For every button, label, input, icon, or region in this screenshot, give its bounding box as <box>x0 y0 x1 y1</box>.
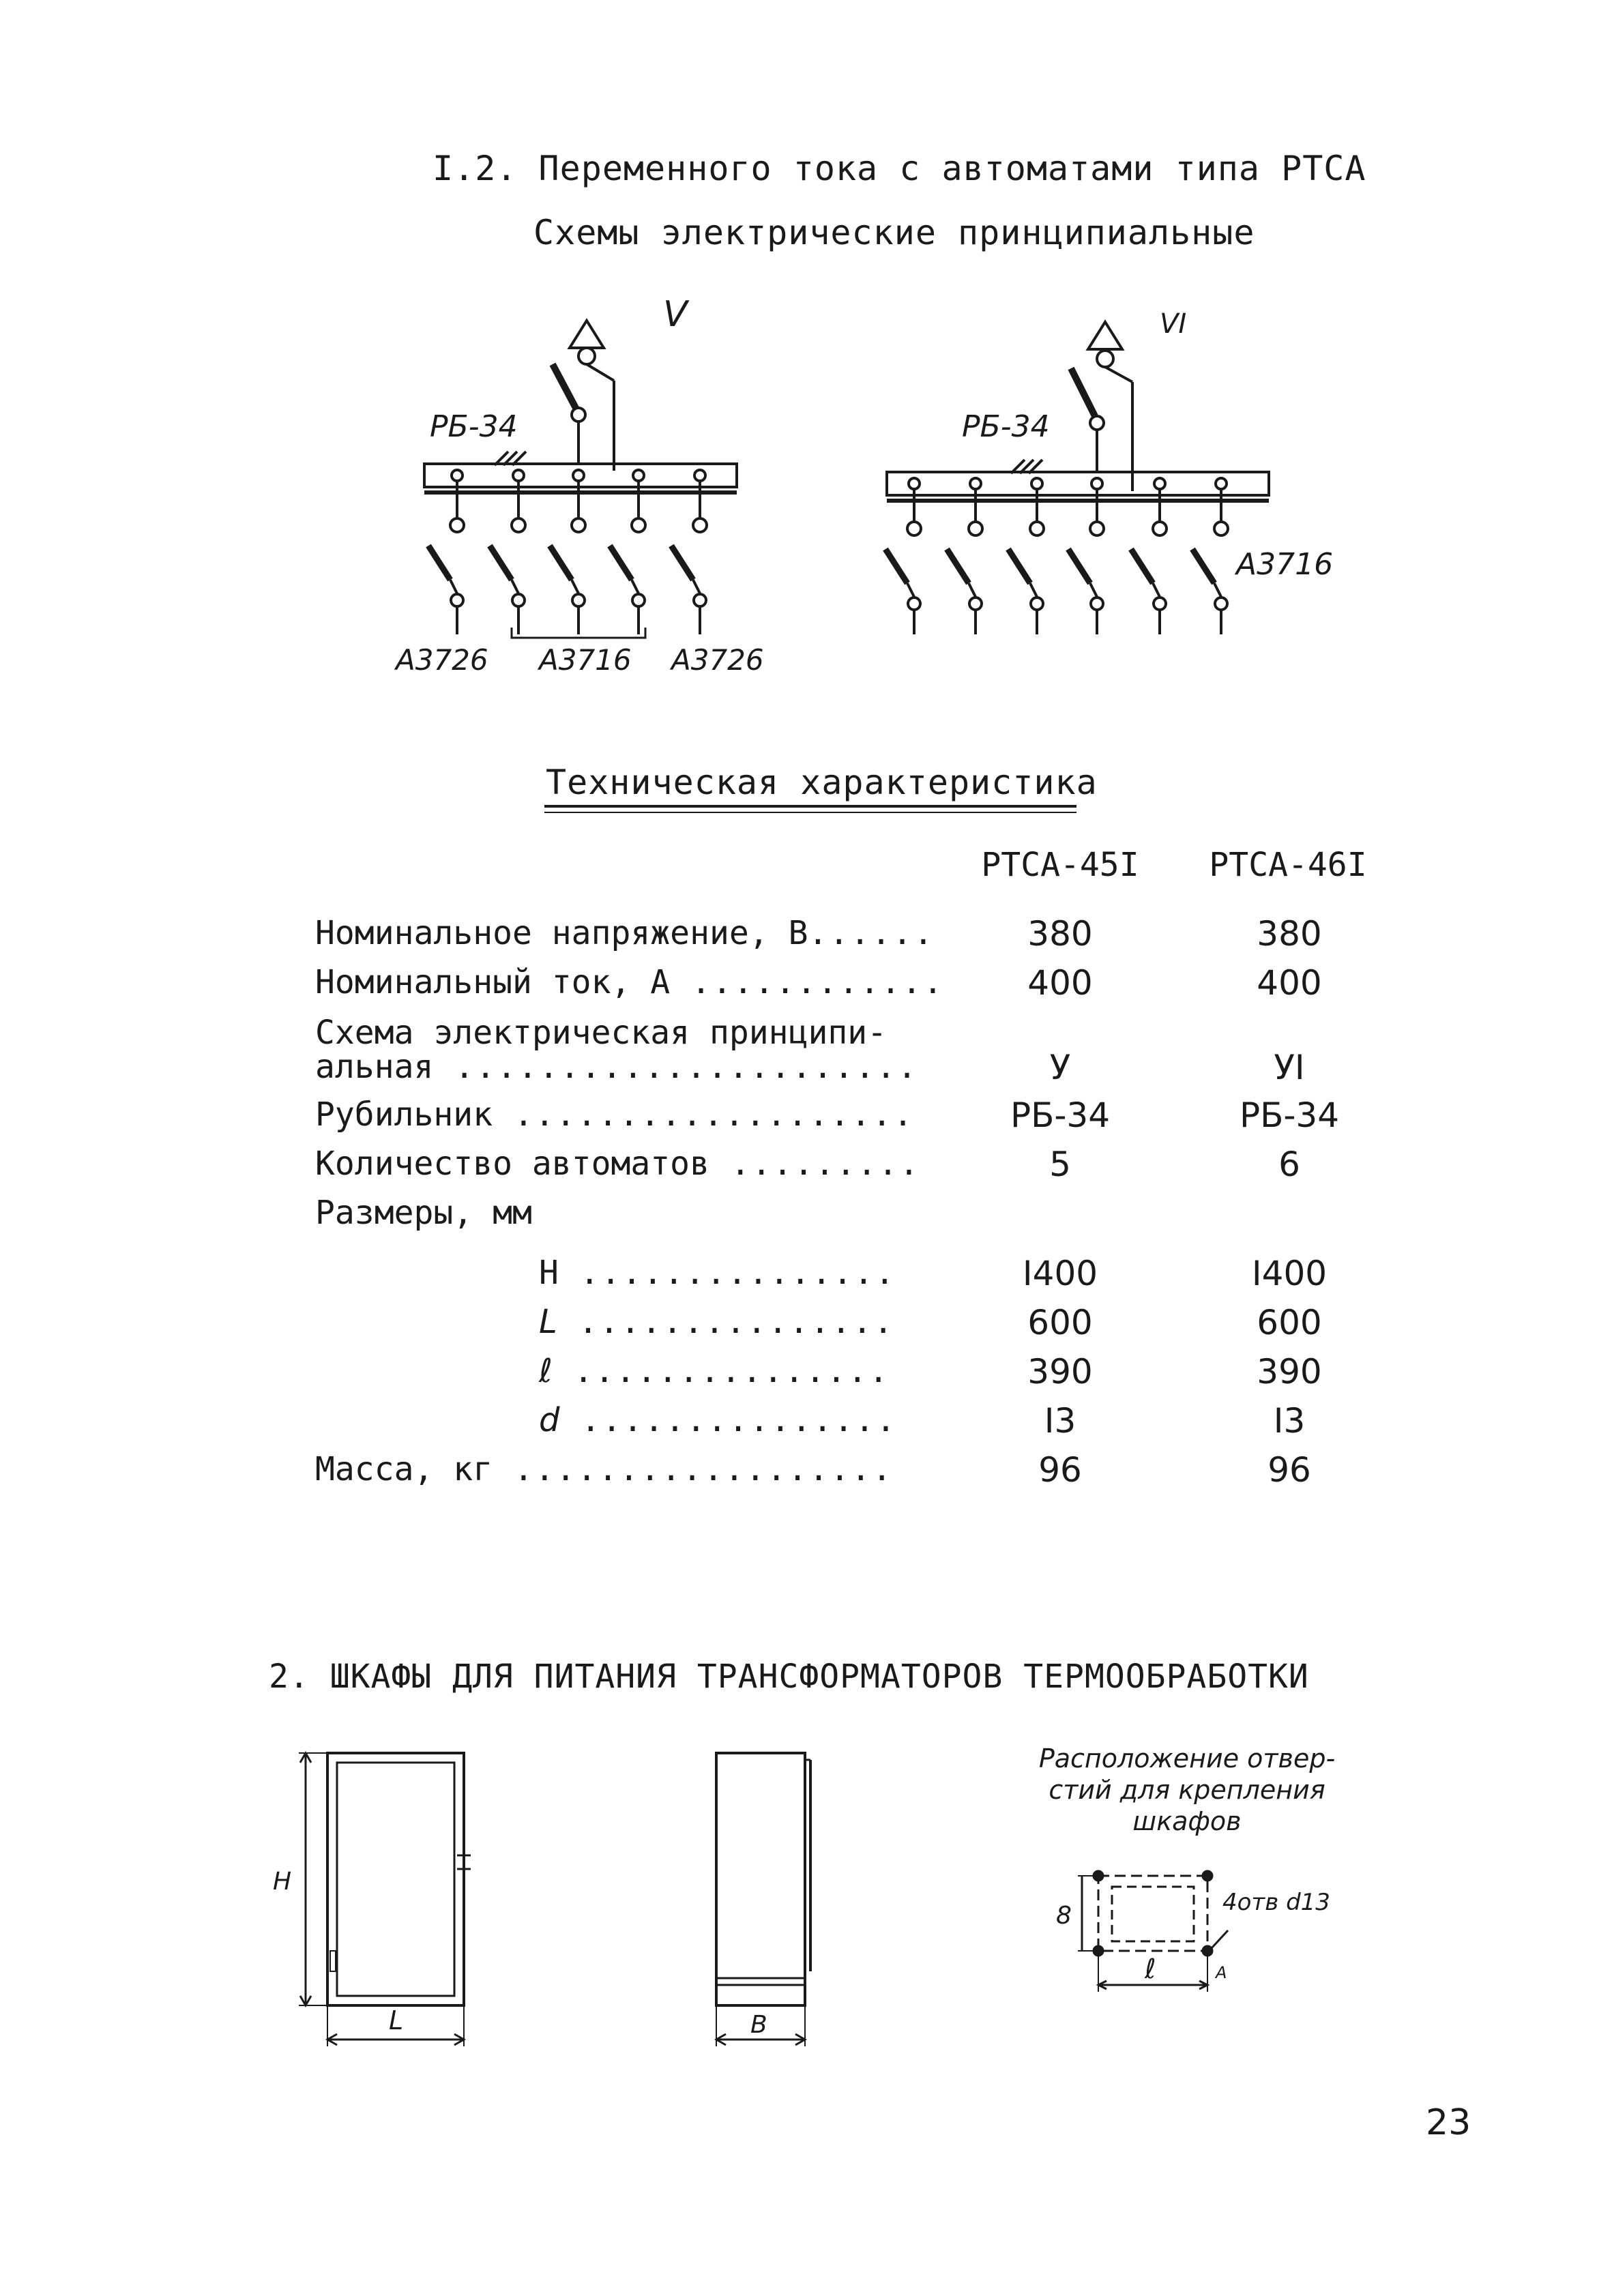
tech-title: Техническая характеристика <box>546 763 1098 802</box>
value-rtsa-461: УI <box>1274 1048 1305 1087</box>
schematic-v-breaker-mid: А3716 <box>539 643 632 677</box>
row-label: Количество автоматов <box>315 1145 709 1183</box>
view-mark: А <box>1216 1963 1227 1982</box>
tech-row <box>0 963 1612 1012</box>
row-label: Номинальный ток, А <box>315 963 671 1001</box>
section-2-heading: 2. ШКАФЫ ДЛЯ ПИТАНИЯ ТРАНСФОРМАТОРОВ ТЕРМООБРАБОТКИ <box>269 1658 1309 1696</box>
tech-row <box>0 1194 1612 1243</box>
value-rtsa-461: 390 <box>1257 1352 1322 1392</box>
source-triangle <box>1088 322 1122 349</box>
value-rtsa-451: У <box>1049 1048 1071 1087</box>
row-label: Рубильник <box>315 1095 493 1134</box>
leader-dots: ............... <box>559 1401 897 1439</box>
tech-row <box>0 1450 1612 1499</box>
tech-row <box>0 1254 1612 1303</box>
leader-dots: ............... <box>558 1254 896 1292</box>
hole-dim-horizontal: ℓ <box>1145 1954 1156 1985</box>
row-label: Схема электрическая принципи- <box>315 1014 888 1052</box>
row-label: ℓ <box>539 1352 553 1390</box>
breakers <box>885 549 1227 634</box>
dim-l-label: L <box>389 2005 404 2035</box>
row-label: H <box>539 1254 559 1292</box>
section-heading: I.2. Переменного тока с автоматами типа РТСА <box>433 149 1366 188</box>
schematic-v-breaker-right: А3726 <box>671 643 764 677</box>
row-label: Размеры, мм <box>315 1194 532 1232</box>
column-header-rtsa-461: РТСА-46I <box>1209 846 1367 884</box>
value-rtsa-461: РБ-34 <box>1239 1095 1340 1135</box>
dim-h-label: H <box>273 1868 292 1896</box>
leader-dots: ............... <box>552 1352 890 1390</box>
schemes-heading: Схемы электрические принципиальные <box>533 213 1255 252</box>
value-rtsa-451: 96 <box>1038 1450 1082 1490</box>
tech-row <box>0 1401 1612 1450</box>
tech-row <box>0 1145 1612 1194</box>
row-label: d <box>539 1401 560 1439</box>
tech-row <box>0 1352 1612 1401</box>
value-rtsa-461: 380 <box>1257 914 1322 954</box>
hole-label: 4отв d13 <box>1222 1889 1330 1916</box>
leader-dots: ...................... <box>433 1048 919 1086</box>
schematic-vi <box>873 293 1337 648</box>
leader-dots: ............... <box>557 1303 895 1341</box>
value-rtsa-461: 96 <box>1267 1450 1311 1490</box>
row-label: L <box>539 1303 557 1341</box>
tech-row <box>0 1048 1612 1097</box>
value-rtsa-451: I400 <box>1022 1254 1098 1293</box>
leader-dots: ................... <box>493 1095 915 1134</box>
hole-dim-vertical: 8 <box>1056 1902 1072 1930</box>
breakers <box>428 546 706 634</box>
schematic-vi-roman: VI <box>1160 308 1187 340</box>
hole-layout-note: Расположение отвер-стий для крепления шкафов <box>1038 1743 1336 1836</box>
value-rtsa-451: 400 <box>1027 963 1093 1003</box>
page-number: 23 <box>1426 2102 1471 2143</box>
value-rtsa-451: РБ-34 <box>1010 1095 1111 1135</box>
value-rtsa-451: 380 <box>1027 914 1093 954</box>
value-rtsa-461: I3 <box>1273 1401 1306 1441</box>
row-label: Номинальное напряжение, В <box>315 914 808 952</box>
tech-title-underline <box>544 805 1076 808</box>
bus-taps <box>907 478 1228 535</box>
schematic-v <box>382 293 764 682</box>
tech-row <box>0 914 1612 963</box>
value-rtsa-461: 400 <box>1257 963 1322 1003</box>
dim-b-label: B <box>750 2011 767 2039</box>
schematic-v-breaker-left: А3726 <box>396 643 488 677</box>
leader-dots: ............ <box>670 963 944 1001</box>
hole-layout-drawing <box>1044 1855 1358 2012</box>
leader-dots: ......... <box>709 1145 920 1183</box>
cabinet-side-view <box>696 1746 846 2074</box>
tech-row <box>0 1303 1612 1352</box>
bus-taps <box>450 470 707 532</box>
schematic-vi-switch-label: РБ-34 <box>962 409 1050 444</box>
value-rtsa-451: 600 <box>1027 1303 1093 1342</box>
value-rtsa-451: 390 <box>1027 1352 1093 1392</box>
column-header-rtsa-451: РТСА-45I <box>981 846 1139 884</box>
value-rtsa-451: I3 <box>1044 1401 1076 1441</box>
schematic-vi-breaker: А3716 <box>1236 547 1334 582</box>
value-rtsa-461: 6 <box>1278 1145 1300 1184</box>
schematic-v-roman: V <box>663 294 688 335</box>
schematic-v-switch-label: РБ-34 <box>430 409 518 444</box>
row-label: альная <box>315 1048 434 1086</box>
leader-dots: .................. <box>493 1450 894 1488</box>
tech-row <box>0 1095 1612 1145</box>
row-label: Масса, кг <box>315 1450 493 1488</box>
value-rtsa-451: 5 <box>1049 1145 1071 1184</box>
cabinet-front-view <box>252 1746 484 2074</box>
tech-title-underline-2 <box>544 812 1076 813</box>
value-rtsa-461: I400 <box>1251 1254 1328 1293</box>
source-triangle <box>570 321 604 348</box>
value-rtsa-461: 600 <box>1257 1303 1322 1342</box>
leader-dots: ...... <box>808 914 935 952</box>
